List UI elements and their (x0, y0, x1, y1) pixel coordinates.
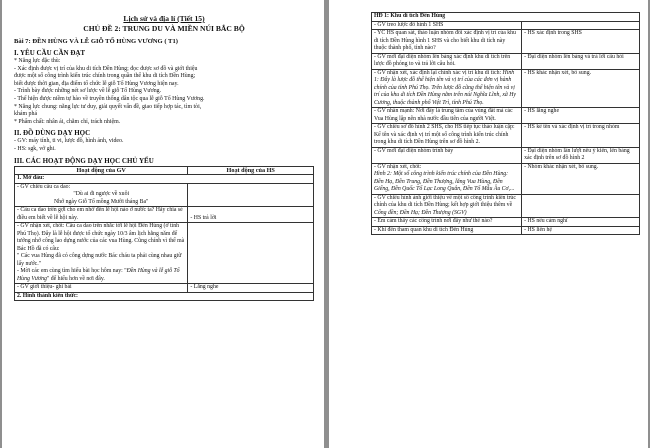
teacher-cell: - Câu ca dao trên gợi cho em nhớ đến lễ hội nào ở nước ta? Hãy chia sẻ điều em biết về lễ hội này. (15, 207, 188, 223)
table-row (372, 226, 640, 235)
student-cell (522, 21, 640, 30)
cell-text: - GV nhận xét, chốt: Câu ca dao trên nhắc tới lễ hội Đền Hùng (ở tỉnh Phú Thọ). Đây là lễ hội được tổ chức ngày 10/3 âm lịch hằng năm để tưởng nhớ công lao dựng nước của các vua Hùng. Cũng chính vì thế mà Bác Hồ đã có câu: (17, 223, 185, 252)
teacher-cell (372, 163, 522, 194)
table-row (372, 13, 640, 22)
table-row (15, 223, 314, 284)
teacher-cell (372, 194, 522, 218)
objective-line: - Xác định được vị trí của khu di tích Đền Hùng; đọc được sơ đồ và giới thiệu (14, 65, 198, 72)
italic-note: Hình 1: Đây là lược đồ thể hiện tên và vị trí của các đơn vị hành chính của tỉnh Phú Thọ. Trên lược đồ cũng thể hiện tên và vị trí của khu di tích Đền Hùng nằm trên núi Nghĩa Lĩnh, xã Hy Cương, thuộc thành phố Việt Trì, tỉnh Phú Thọ. (374, 69, 517, 106)
student-cell: - HS liên hệ (522, 226, 640, 235)
table-row (372, 124, 640, 148)
cell-text: - Khi đến tham quan khu di tích Đền Hùng (374, 226, 474, 233)
table-row (15, 207, 314, 223)
cell-text: " để hiểu hơn về nơi đây. (46, 275, 105, 282)
cell-text: - GV chiếu sơ đồ hình 2 SHS, cho HS tiếp tục thảo luận cặp: Kể tên và xác định vị trí một số công trình kiến trúc chính trong khu di tích Đền Hùng trên sơ đồ hình 2. (374, 124, 515, 145)
student-cell: - Lắng nghe (188, 284, 314, 293)
cell-text: - GV chiếu câu ca dao: (17, 183, 71, 190)
teacher-cell (372, 53, 522, 69)
quote-line: "Dù ai đi ngược về xuôi (73, 191, 130, 198)
student-cell: - Nhóm khác nhận xét, bổ sung. (522, 163, 640, 194)
cell-text: - GV treo lược đồ hình 1 SHS (374, 21, 444, 28)
section-heading-activities: III. CÁC HOẠT ĐỘNG DẠY HỌC CHỦ YẾU (14, 156, 154, 165)
objective-line: * Năng lực chung: năng lực tư duy, giải quyết vấn đề, giao tiếp hợp tác, tìm tòi, (14, 103, 202, 110)
table-row (372, 163, 640, 194)
objectives-list (14, 58, 314, 126)
table-row (372, 69, 640, 108)
cell-text: - Em cảm thấy các công trình nơi đây như thế nào? (374, 218, 493, 224)
student-cell: - Đại diện nhóm lên bảng và trả lời câu hỏi (522, 53, 640, 69)
student-cell (188, 207, 314, 223)
table-row (372, 147, 640, 163)
table-body (372, 21, 640, 235)
student-cell (188, 223, 314, 284)
table-row (372, 194, 640, 218)
teacher-cell (372, 218, 522, 227)
lesson-title: Bài 7: ĐỀN HÙNG VÀ LỄ GIỖ TỔ HÙNG VƯƠNG ( T1) (14, 38, 178, 45)
student-cell: - HS nêu cảm nghĩ (522, 218, 640, 227)
table-row (15, 284, 314, 293)
student-cell: - HS khác nhận xét, bổ sung. (522, 69, 640, 108)
student-cell: - HS kể tên và xác định vị trí trong nhóm (522, 124, 640, 148)
section-heading-objectives: I. YÊU CẦU CẦN ĐẠT (14, 49, 86, 57)
quote-line: Nhớ ngày Giỗ Tổ mồng Mười tháng Ba" (53, 198, 149, 205)
section-heading-materials: II. ĐỒ DÙNG DẠY HỌC (14, 129, 91, 138)
column-header-student: Hoạt động của HS (188, 166, 314, 175)
italic-note: Cổng đền; Đền Hạ; Đền Thượng (SGV) (374, 209, 467, 216)
table-row (15, 292, 314, 301)
teacher-cell: - GV giới thiệu- ghi bài (15, 284, 188, 293)
table-section-label: 2. Hình thành kiến thức: (15, 292, 314, 301)
student-cell: - Đại diện nhóm lần lượt nêu ý kiến, lên bảng xác định trên sơ đồ hình 2 (522, 147, 640, 163)
teacher-cell (15, 223, 188, 284)
table-row (372, 108, 640, 124)
cell-text (17, 268, 185, 283)
materials-line: - GV: máy tính, ti vi, lược đồ, hình ảnh, video. (14, 138, 124, 145)
table-row (15, 183, 314, 207)
cell-text: - HS trả lời (190, 214, 217, 221)
document-page-left (2, 0, 324, 448)
page-title: Lịch sử và địa lí (Tiết 15) (123, 14, 205, 23)
topic-title: CHỦ ĐỀ 2: TRUNG DU VÀ MIỀN NÚI BẮC BỘ (83, 24, 245, 33)
table-row (372, 21, 640, 30)
objective-line: - Thể hiện được niềm tự hào về truyền thống dân tộc qua lễ giỗ Tổ Hùng Vương. (14, 95, 205, 102)
objective-line: biết được thời gian, địa điểm tổ chức lễ giỗ Tổ Hùng Vương hiện nay. (14, 80, 179, 87)
materials-line: - HS: sgk, vở ghi. (14, 145, 56, 152)
student-cell: - HS lắng nghe (522, 108, 640, 124)
objective-line: được một số công trình kiến trúc chính trong quần thể khu di tích Đền Hùng; (14, 73, 196, 80)
cell-text: - GV mời đại diện nhóm lên bảng xác định khu di tích trên lược đồ phóng to và trả lời câu hỏi. (374, 53, 511, 67)
cell-text: - GV nhấn mạnh: Nơi đây là trung tâm của vùng đất mà các Vua Hùng lập nên nhà nước đầu tiên của người Việt. (374, 108, 513, 122)
teacher-cell (372, 226, 522, 235)
teacher-cell (372, 147, 522, 163)
cell-text: " Các vua Hùng đã có công dựng nước Bác cháu ta phải cùng nhau giữ lấy nước." (17, 253, 182, 267)
teacher-cell (372, 124, 522, 148)
table-row (372, 53, 640, 69)
teacher-cell (372, 108, 522, 124)
cell-text: - Mời các em cùng tìm hiểu bài học hôm nay: " (17, 268, 127, 275)
table-row (372, 218, 640, 227)
cell-text: - GV mời đại diện nhóm trình bày (374, 147, 454, 154)
activities-table-continued (371, 12, 640, 235)
italic-note: Hình 2: Một số công trình kiến trúc chính của Đền Hùng: Đền Hạ, Đền Trung, Đền Thượng, lăng Vua Hùng, Đền Giếng, Đền Quốc Tổ Lạc Long Quân, Đền Tổ Mẫu Âu Cơ,... (374, 171, 515, 192)
objective-line: - Trình bày được những nét sơ lược về lễ giỗ Tổ Hùng Vương. (14, 88, 162, 95)
cell-text: - GV chiếu hình ảnh giới thiệu về một số công trình kiến trúc chính của khu di tích Đền Hùng; kết hợp giới thiệu thêm về (374, 194, 516, 208)
teacher-cell (372, 69, 522, 108)
activity-heading: HĐ 1: Khu di tích Đền Hùng (372, 13, 640, 22)
objective-line: * Năng lực đặc thù: (14, 58, 61, 64)
cell-text: - YC HS quan sát, thảo luận nhóm đôi xác định vị trí của khu di tích Đền Hùng hình 1 SHS và cho biết khu di tích này thuộc thành phố, tỉnh nào? (374, 30, 516, 51)
document-page-right (329, 0, 648, 448)
student-cell: - HS xác định trong SHS (522, 30, 640, 54)
column-header-teacher: Hoạt động của GV (15, 166, 188, 175)
objective-line: * Phẩm chất: nhân ái, chăm chỉ, trách nhiệm. (14, 118, 121, 125)
cell-text: - GV nhận xét, chốt: (374, 163, 422, 170)
student-cell (522, 194, 640, 218)
cell-text: - GV nhận xét, xác định lại chính xác vị trí khu di tích: (374, 69, 503, 76)
teacher-cell (372, 21, 522, 30)
table-section-label: 1. Mở đầu: (15, 175, 314, 184)
objective-line: khám phá (14, 111, 38, 118)
teacher-cell (15, 183, 188, 207)
table-header-row (15, 166, 314, 175)
student-cell (188, 183, 314, 207)
teacher-cell (372, 30, 522, 54)
table-row (15, 175, 314, 184)
activities-table (14, 166, 314, 302)
table-row (372, 30, 640, 54)
lesson-name-italic: Đền Hùng và lễ giỗ Tổ Hùng Vương (17, 268, 180, 282)
